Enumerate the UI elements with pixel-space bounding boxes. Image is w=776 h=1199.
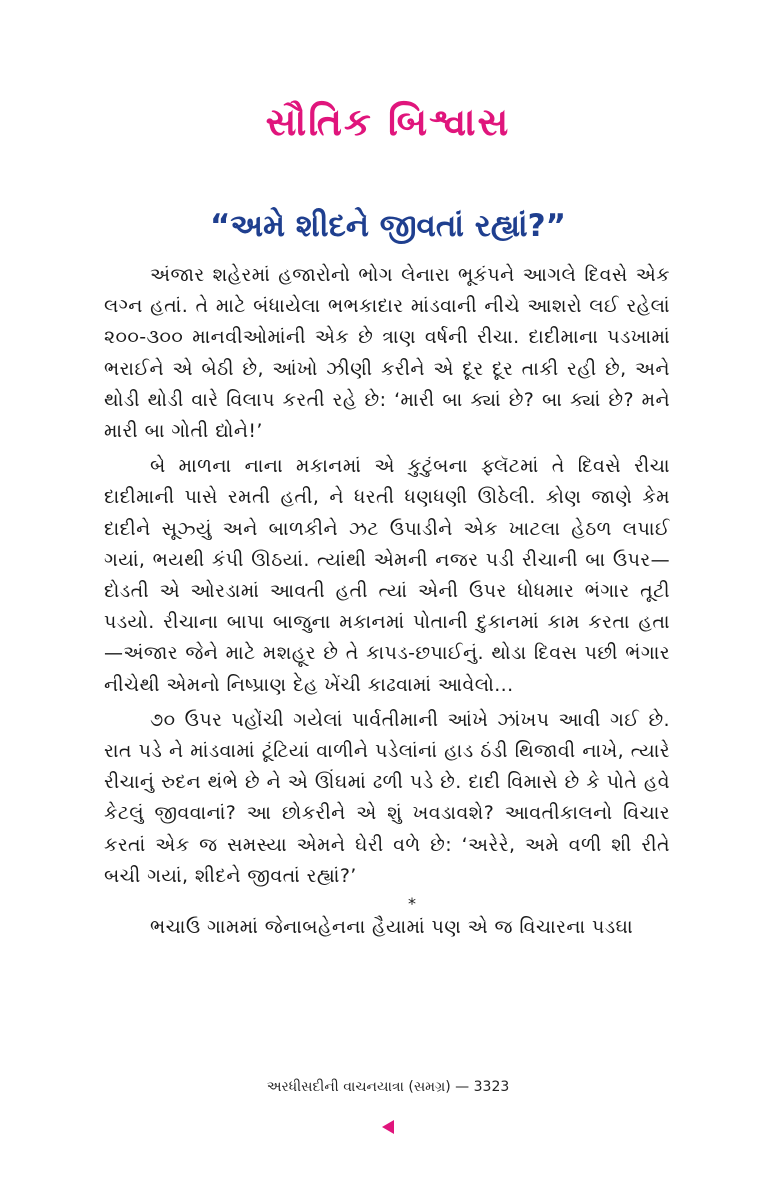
article-body: [104, 260, 670, 943]
paragraph-3: ૭૦ ઉપર પહોંચી ગયેલાં પાર્વતીમાની આંખે ઝાંખપ આવી ગઈ છે. રાત પડે ને માંડવામાં ટૂંટિયાં વાળીને પડેલાંનાં હાડ ઠંડી થિજાવી નાખે, ત્યારે રીચાનું રુદન થંભે છે ને એ ઊંઘમાં ઢળી પડે છે. દાદી વિમાસે છે કે પોતે હવે કેટલું જીવવાનાં? આ છોકરીને એ શું ખવડાવશે? આવતીકાલનો વિચાર કરતાં એક જ સમસ્યા એમને ઘેરી વળે છે: ‘અરેરે, અમે વળી શી રીતે બચી ગયાં, શીદને જીવતાં રહ્યાં?’: [104, 708, 670, 887]
paragraph-1: અંજાર શહેરમાં હજારોનો ભોગ લેનારા ભૂકંપને આગલે દિવસે એક લગ્ન હતાં. તે માટે બંધાયેલા ભભકાદાર માંડવાની નીચે આશરો લઈ રહેલાં ૨૦૦-૩૦૦ માનવીઓમાંની એક છે ત્રાણ વર્ષની રીચા. દાદીમાના પડખામાં ભરાઈને એ બેઠી છે, આંખો ઝીણી કરીને એ દૂર દૂર તાકી રહી છે, અને થોડી થોડી વારે વિલાપ કરતી રહે છે: ‘મારી બા ક્યાં છે? બા ક્યાં છે? મને મારી બા ગોતી દ્યોને!’: [104, 264, 670, 443]
article-subtitle: “અમે શીદને જીવતાં રહ્યાં?”: [210, 208, 566, 244]
page-title: સૌતિક બિશ્વાસ: [265, 100, 511, 144]
paragraph-2: બે માળના નાના મકાનમાં એ કુટુંબના ફ્લૅટમાં તે દિવસે રીચા દાદીમાની પાસે રમતી હતી, ને ધરતી ધણધણી ઊઠેલી. કોણ જાણે કેમ દાદીને સૂઝ્યું અને બાળકીને ઝટ ઉપાડીને એક ખાટલા હેઠળ લપાઈ ગયાં, ભયથી કંપી ઊઠયાં. ત્યાંથી એમની નજર પડી રીચાની બા ઉપર—દોડતી એ ઓરડામાં આવતી હતી ત્યાં એની ઉપર ધોધમાર ભંગાર તૂટી પડયો. રીચાના બાપા બાજુના મકાનમાં પોતાની દુકાનમાં કામ કરતા હતા—અંજાર જેને માટે મશહૂર છે તે કાપડ-છપાઈનું. થોડા દિવસ પછી ભંગાર નીચેથી એમનો નિષ્પ્રાણ દેહ ખેંચી કાઢવામાં આવેલો...: [104, 455, 670, 696]
page-footer: અરધીસદીની વાચનયાત્રા (સમગ્ર) — 3323: [266, 1079, 510, 1095]
section-separator: *: [408, 894, 416, 914]
paragraph-4: ભચાઉ ગામમાં જેનાબહેનના હૈયામાં પણ એ જ વિચારના પડઘા: [150, 916, 634, 939]
back-arrow-icon[interactable]: [382, 1120, 394, 1134]
